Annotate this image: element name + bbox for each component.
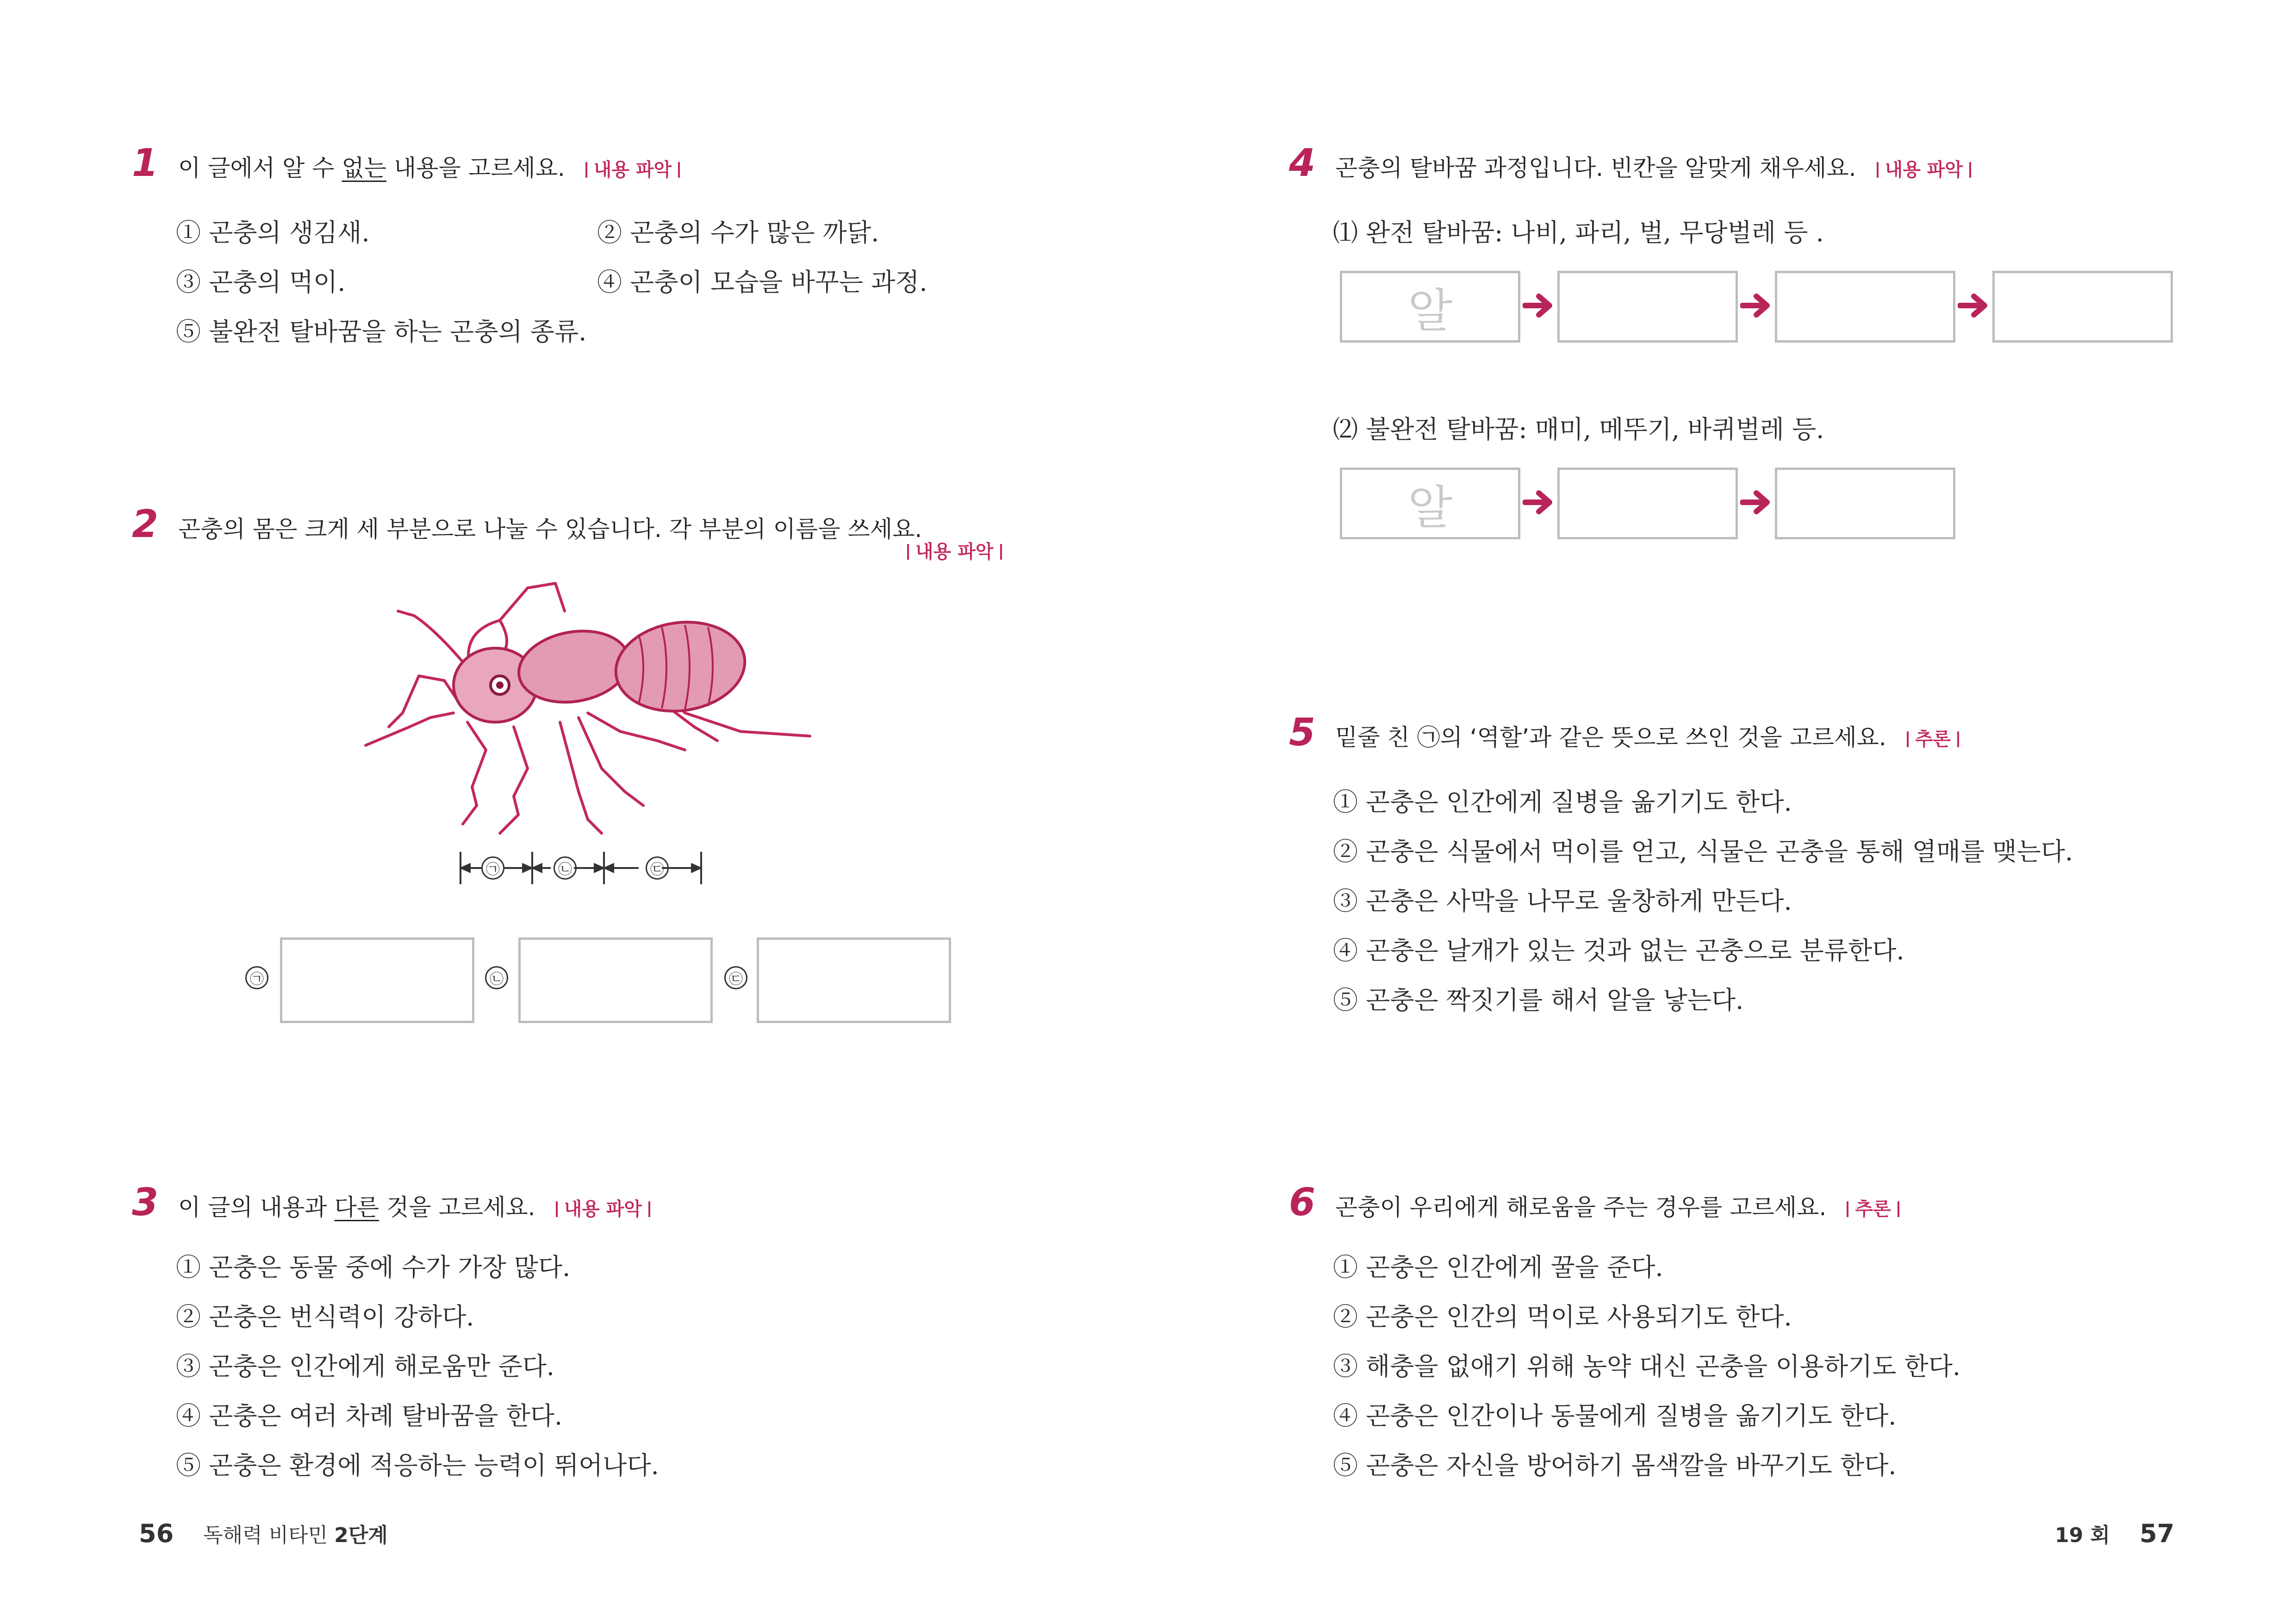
question-tag: 추론 <box>1907 725 1959 751</box>
stage-box-5[interactable] <box>1557 468 1738 539</box>
q3-option-3[interactable]: ③ 곤충은 인간에게 해로움만 준다. <box>176 1352 554 1381</box>
question-text: 이 글의 내용과 다른 것을 고르세요. <box>178 1194 535 1221</box>
question-6 <box>1289 1181 1899 1224</box>
question-number: 2 <box>132 502 159 546</box>
question-3 <box>132 1181 650 1224</box>
question-text: 이 글에서 알 수 없는 내용을 고르세요. <box>178 155 565 181</box>
left-footer <box>139 1518 388 1548</box>
arrow-right-icon <box>1523 292 1555 319</box>
stage-box-3[interactable] <box>1775 271 1955 343</box>
q5-option-1[interactable]: ① 곤충은 인간에게 질병을 옮기기도 한다. <box>1333 787 1792 817</box>
ant-illustration <box>361 574 824 843</box>
answer-label-3: ㉢ <box>724 966 747 989</box>
q5-option-5[interactable]: ⑤ 곤충은 짝짓기를 해서 알을 낳는다. <box>1333 986 1744 1015</box>
question-text: 밑줄 친 ㉠의 ‘역할’과 같은 뜻으로 쓰인 것을 고르세요. <box>1335 724 1886 751</box>
arrow-right-icon <box>1740 292 1773 319</box>
q1-option-5[interactable]: ⑤ 불완전 탈바꿈을 하는 곤충의 종류. <box>176 317 587 346</box>
q1-option-3[interactable]: ③ 곤충의 먹이. <box>176 268 346 297</box>
stage-box-egg-2: 알 <box>1340 468 1520 539</box>
q1-option-2[interactable]: ② 곤충의 수가 많은 까닭. <box>597 218 879 247</box>
q5-option-3[interactable]: ③ 곤충은 사막을 나무로 울창하게 만든다. <box>1333 887 1792 916</box>
question-number: 1 <box>132 141 159 185</box>
question-tag: 내용 파악 <box>907 541 1002 562</box>
q4-sub1-label: ⑴ 완전 탈바꿈: 나비, 파리, 벌, 무당벌레 등 . <box>1333 218 1824 247</box>
q5-option-2[interactable]: ② 곤충은 식물에서 먹이를 얻고, 식물은 곤충을 통해 열매를 맺는다. <box>1333 837 2073 866</box>
session-label: 19 회 <box>2055 1524 2110 1547</box>
segment-label-2: ㉡ <box>554 856 577 880</box>
answer-label-2: ㉡ <box>485 966 508 989</box>
page-number-right: 57 <box>2140 1519 2175 1548</box>
arrow-right-icon <box>1958 292 1990 319</box>
q6-option-4[interactable]: ④ 곤충은 인간이나 동물에게 질병을 옮기기도 한다. <box>1333 1401 1897 1430</box>
answer-box-2[interactable] <box>518 937 713 1023</box>
question-text: 곤충의 몸은 크게 세 부분으로 나눌 수 있습니다. 각 부분의 이름을 쓰세요. <box>178 516 922 543</box>
stage-box-4[interactable] <box>1992 271 2173 343</box>
question-number: 4 <box>1289 141 1316 185</box>
q3-option-1[interactable]: ① 곤충은 동물 중에 수가 가장 많다. <box>176 1253 571 1282</box>
question-2-tag-wrap <box>907 537 1002 563</box>
answer-box-3[interactable] <box>757 937 951 1023</box>
stage-box-6[interactable] <box>1775 468 1955 539</box>
question-text: 곤충이 우리에게 해로움을 주는 경우를 고르세요. <box>1335 1194 1827 1221</box>
arrow-right-icon <box>1740 488 1773 516</box>
arrow-right-icon <box>1523 488 1555 516</box>
q3-option-2[interactable]: ② 곤충은 번식력이 강하다. <box>176 1302 474 1331</box>
question-4 <box>1289 141 1971 185</box>
question-tag: 추론 <box>1847 1194 1899 1221</box>
q6-option-5[interactable]: ⑤ 곤충은 자신을 방어하기 몸색깔을 바꾸기도 한다. <box>1333 1451 1897 1480</box>
question-text: 곤충의 탈바꿈 과정입니다. 빈칸을 알맞게 채우세요. <box>1335 155 1856 181</box>
q6-option-3[interactable]: ③ 해충을 없애기 위해 농약 대신 곤충을 이용하기도 한다. <box>1333 1352 1961 1381</box>
q1-option-4[interactable]: ④ 곤충이 모습을 바꾸는 과정. <box>597 268 927 297</box>
q4-sub2-label: ⑵ 불완전 탈바꿈: 매미, 메뚜기, 바퀴벌레 등. <box>1333 415 1824 444</box>
q3-option-4[interactable]: ④ 곤충은 여러 차례 탈바꿈을 한다. <box>176 1401 563 1430</box>
question-tag: 내용 파악 <box>556 1194 651 1221</box>
book-title: 독해력 비타민 <box>203 1524 335 1547</box>
stage-box-egg-1: 알 <box>1340 271 1520 343</box>
book-level: 2단계 <box>334 1524 388 1547</box>
page-number-left: 56 <box>139 1519 174 1548</box>
answer-box-1[interactable] <box>280 937 474 1023</box>
q1-option-1[interactable]: ① 곤충의 생김새. <box>176 218 370 247</box>
q6-option-1[interactable]: ① 곤충은 인간에게 꿀을 준다. <box>1333 1253 1663 1282</box>
question-tag: 내용 파악 <box>1877 155 1972 181</box>
question-number: 3 <box>132 1181 159 1224</box>
stage-box-2[interactable] <box>1557 271 1738 343</box>
segment-label-1: ㉠ <box>481 856 504 880</box>
q5-option-4[interactable]: ④ 곤충은 날개가 있는 것과 없는 곤충으로 분류한다. <box>1333 936 1904 965</box>
question-1 <box>132 141 680 185</box>
q6-option-2[interactable]: ② 곤충은 인간의 먹이로 사용되기도 한다. <box>1333 1302 1792 1331</box>
question-number: 5 <box>1289 711 1316 755</box>
question-tag: 내용 파악 <box>585 155 680 181</box>
question-5 <box>1289 711 1959 755</box>
segment-label-3: ㉢ <box>646 856 669 880</box>
question-number: 6 <box>1289 1181 1316 1224</box>
answer-label-1: ㉠ <box>245 966 268 989</box>
right-footer <box>2055 1518 2174 1548</box>
q3-option-5[interactable]: ⑤ 곤충은 환경에 적응하는 능력이 뛰어나다. <box>176 1451 659 1480</box>
question-2 <box>132 502 922 546</box>
